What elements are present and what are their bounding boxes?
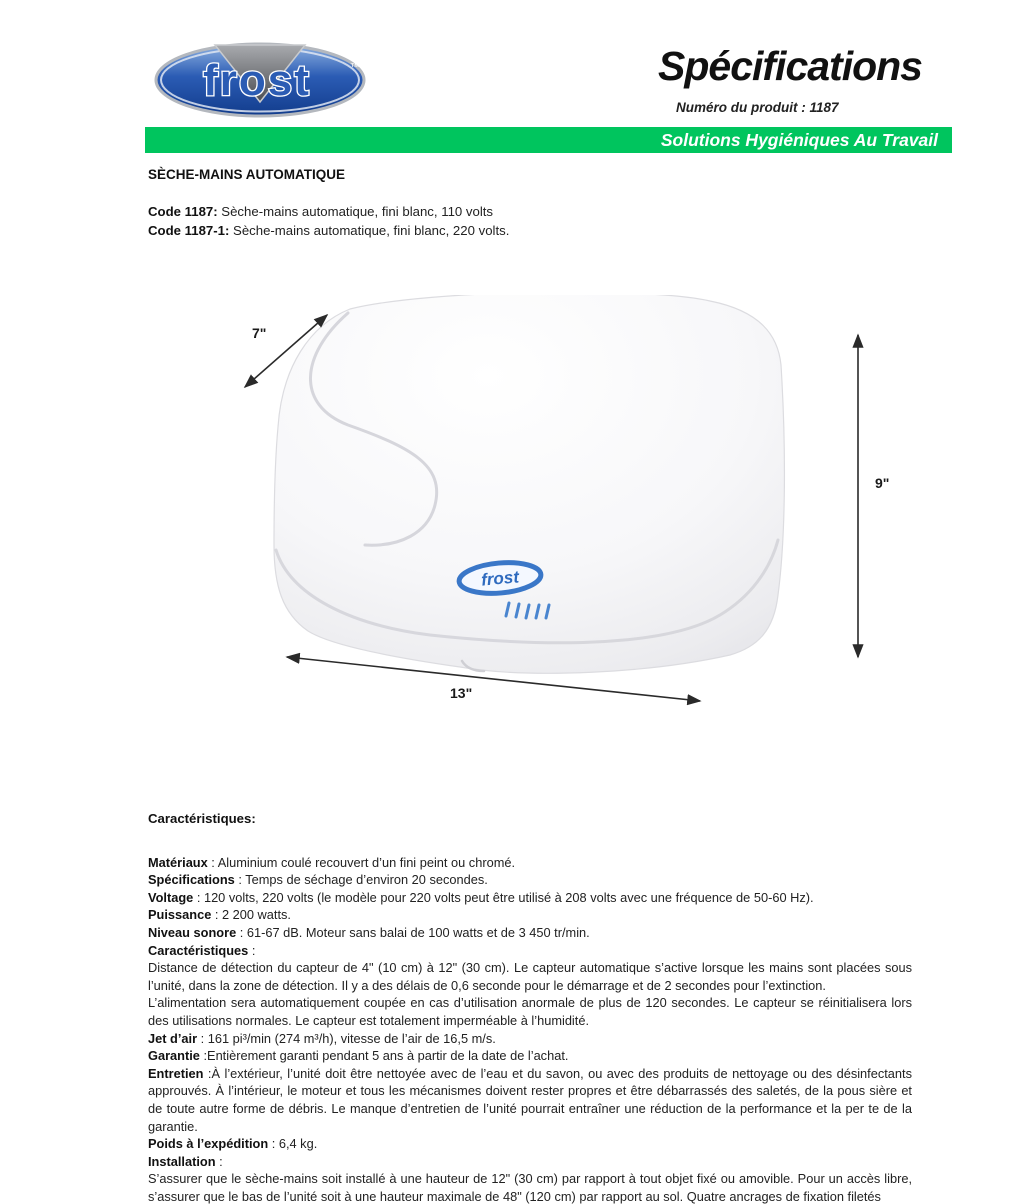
spec-line: L’alimentation sera automatiquement coupée en cas d’utilisation anormale de plus de 120 secondes. Le capteur se réinitialisera lors des utilisations normales. Le capteur est totalement imperméable à l’humidité. (148, 995, 912, 1028)
banner-tagline: Solutions Hygiéniques Au Travail (145, 127, 952, 153)
product-code-line: Code 1187-1: Sèche-mains automatique, fini blanc, 220 volts. (148, 222, 510, 238)
spec-line: Jet d’air : 161 pi³/min (274 m³/h), vitesse de l’air de 16,5 m/s. (148, 1030, 496, 1046)
spec-line: Voltage : 120 volts, 220 volts (le modèle pour 220 volts peut être utilisé à 208 volts avec une fréquence de 50-60 Hz). (148, 889, 814, 905)
depth-dimension-label: 7" (252, 325, 267, 341)
spec-line: Matériaux : Aluminium coulé recouvert d’un fini peint ou chromé. (148, 854, 516, 870)
product-code-line: Code 1187: Sèche-mains automatique, fini blanc, 110 volts (148, 204, 494, 219)
logo-text: frost (203, 56, 311, 105)
spec-line: Poids à l’expédition : 6,4 kg. (148, 1136, 318, 1152)
spec-line: Niveau sonore : 61-67 dB. Moteur sans balai de 100 watts et de 3 450 tr/min. (148, 924, 590, 940)
spec-line: Puissance : 2 200 watts. (148, 907, 291, 923)
spec-line: Distance de détection du capteur de 4" (10 cm) à 12" (30 cm). Le capteur automatique s’active lorsque les mains sont placées sous l’unité, dans la zone de détection. Il y a des délais de 0,6 seconde pour le démarrage et de 2 secondes pour l’extinction. (148, 960, 912, 993)
device-frost-badge-text: frost (480, 567, 520, 590)
spec-line: Installation : (148, 1153, 223, 1169)
width-dimension-label: 13" (450, 685, 473, 701)
characteristics-title: Caractéristiques: (148, 811, 256, 826)
product-diagram (230, 295, 910, 725)
characteristics-section (148, 810, 912, 1204)
spec-line: Entretien :À l’extérieur, l’unité doit être nettoyée avec de l’eau et du savon, ou avec des produits de nettoyage ou des désinfectants approuvés. À l’intérieur, le moteur et tous les mécanismes doivent rester propres et être débarrassés des saletés, de la pous sière et de toute autre forme de débris. Le manque d’entretien de l’unité pourrait entraîner une réduction de la performance et la per te de la garantie. (148, 1065, 912, 1134)
product-codes (148, 203, 509, 240)
spec-line: Garantie :Entièrement garanti pendant 5 ans à partir de la date de l’achat. (148, 1048, 569, 1064)
spec-line: Caractéristiques : (148, 942, 256, 958)
height-dimension-label: 9" (875, 475, 890, 491)
section-title: SÈCHE-MAINS AUTOMATIQUE (148, 167, 346, 182)
page-title: Spécifications (658, 43, 922, 89)
spec-list (148, 854, 912, 1204)
product-number: Numéro du produit : 1187 (676, 100, 839, 115)
frost-logo (153, 40, 367, 118)
spec-line: Spécifications : Temps de séchage d’environ 20 secondes. (148, 872, 488, 888)
logo-trademark: ™ (350, 62, 360, 73)
spec-line: S’assurer que le sèche-mains soit installé à une hauteur de 12" (30 cm) par rapport à tout objet fixé ou amovible. Pour un accès libre, s’assurer que le bas de l’unité soit à une hauteur maximale de 48" (120 cm) par rapport au sol. Quatre ancrages de fixation filetés (148, 1171, 912, 1204)
